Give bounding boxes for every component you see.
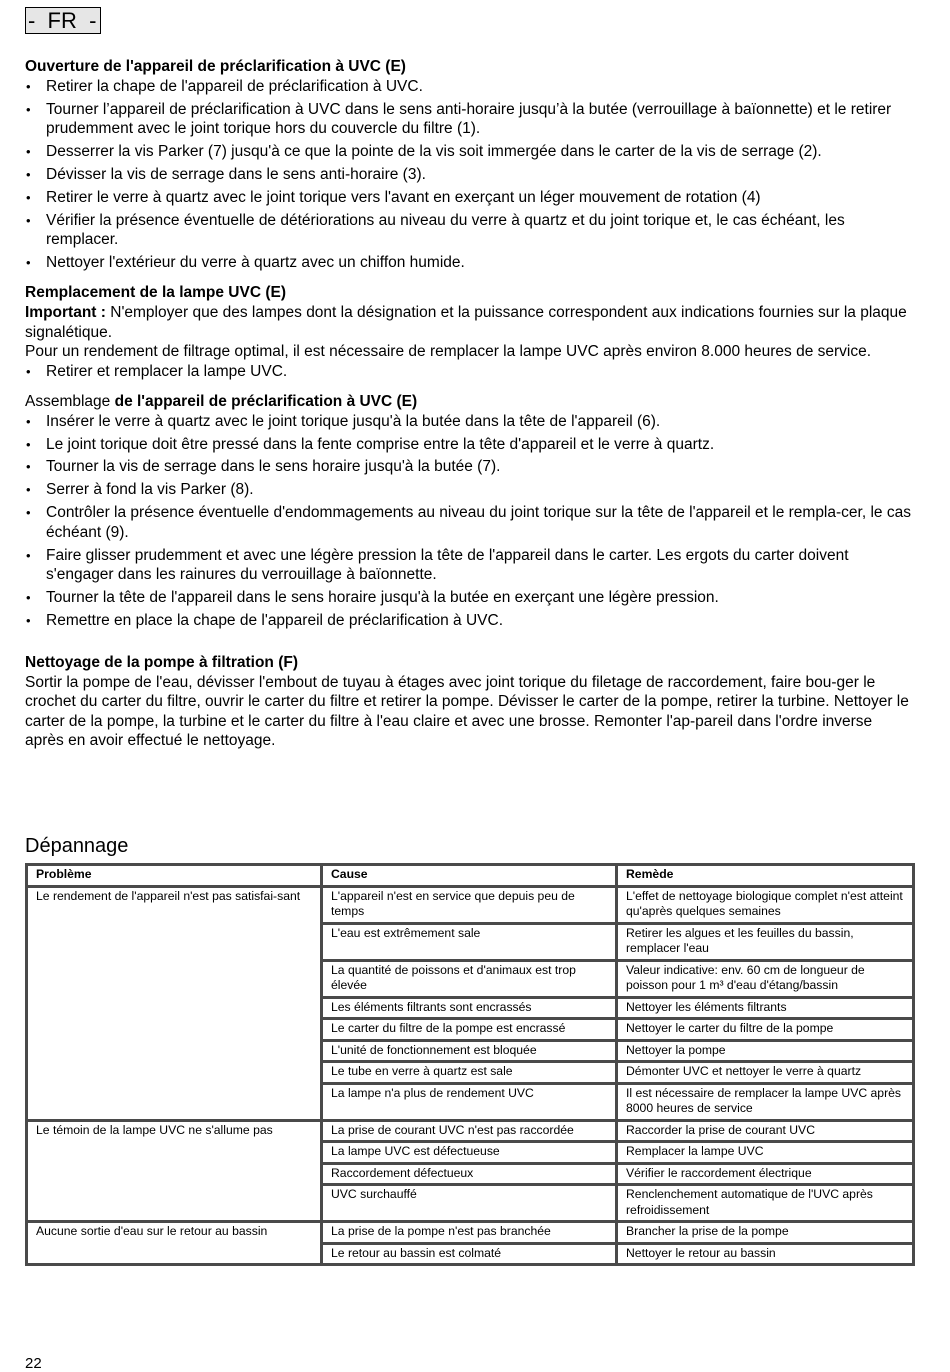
remedy-cell: Valeur indicative: env. 60 cm de longueur de poisson pour 1 m³ d'eau d'étang/bassin [617,960,914,997]
lamp-replacement-paragraph: Pour un rendement de filtrage optimal, il est nécessaire de remplacer la lampe UVC après environ 8.000 heures de service. [25,343,872,361]
cause-cell: Raccordement défectueux [322,1163,617,1185]
section-heading-assembly [25,392,915,412]
table-row [27,1120,914,1142]
list-item: • Tourner la vis de serrage dans le sens horaire jusqu'à la butée (7). [25,457,915,477]
cause-cell: La lampe n'a plus de rendement UVC [322,1083,617,1120]
list-item: • Faire glisser prudemment et avec une légère pression la tête de l'appareil dans le carter. Les ergots du carter doivent s'engager dans les rainures du verrouillage à baïonnette. [25,546,915,585]
troubleshooting-title: Dépannage [25,835,129,857]
remedy-cell: Il est nécessaire de remplacer la lampe UVC après 8000 heures de service [617,1083,914,1120]
cause-cell: Le retour au bassin est colmaté [322,1243,617,1265]
list-item: • Tourner la tête de l'appareil dans le sens horaire jusqu'à la butée en exerçant une légère pression. [25,588,915,608]
list-item: • Insérer le verre à quartz avec le joint torique jusqu'à la butée dans la tête de l'appareil (6). [25,412,915,432]
section-heading-opening: Ouverture de l'appareil de préclarification à UVC (E) [25,58,406,75]
lamp-steps-list [25,362,915,382]
remedy-cell: Nettoyer la pompe [617,1040,914,1062]
remedy-cell: L'effet de nettoyage biologique complet n'est atteint qu'après quelques semaines [617,886,914,923]
table-row [27,886,914,923]
list-item: • Retirer la chape de l'appareil de préclarification à UVC. [25,77,915,97]
list-item: • Vérifier la présence éventuelle de détériorations au niveau du verre à quartz et du joint torique et, le cas échéant, les remplacer. [25,211,915,250]
pump-cleaning-paragraph: Sortir la pompe de l'eau, dévisser l'embout de tuyau à étages avec joint torique du filetage de raccordement, faire bou-ger le crochet du carter du filtre, ouvrir le carter du filtre et retirer la pompe. Dévisser le carter de la pompe, retirer la turbine. Nettoyer le carter de la pompe, la turbine et le carter du filtre à l'eau claire et avec une brosse. Remonter l'ap-pareil dans l'ordre inverse après en avoir effectué le nettoyage. [25,673,909,750]
list-item: • Le joint torique doit être pressé dans la fente comprise entre la tête d'appareil et le verre à quartz. [25,435,915,455]
heading-normal-part: Assemblage [25,392,115,410]
important-note [25,303,915,342]
remedy-cell: Remplacer la lampe UVC [617,1142,914,1164]
cause-cell: La lampe UVC est défectueuse [322,1142,617,1164]
important-text: N'employer que des lampes dont la désignation et la puissance correspondent aux indications fournies sur la plaque signalétique. [25,304,907,341]
opening-steps-list [25,77,915,273]
remedy-cell: Retirer les algues et les feuilles du bassin, remplacer l'eau [617,923,914,960]
cause-cell: La prise de courant UVC n'est pas raccordée [322,1120,617,1142]
instructions-body [25,57,915,751]
column-header-remedy: Remède [617,865,914,887]
table-row [27,1222,914,1244]
list-item: • Nettoyer l'extérieur du verre à quartz avec un chiffon humide. [25,253,915,273]
remedy-cell: Nettoyer le retour au bassin [617,1243,914,1265]
list-item: • Contrôler la présence éventuelle d'endommagements au niveau du joint torique sur la tête de l'appareil et le rempla-cer, le cas échéant (9). [25,503,915,542]
list-item: • Retirer et remplacer la lampe UVC. [25,362,915,382]
section-heading-lamp-replacement: Remplacement de la lampe UVC (E) [25,284,286,302]
remedy-cell: Vérifier le raccordement électrique [617,1163,914,1185]
cause-cell: Les éléments filtrants sont encrassés [322,997,617,1019]
problem-cell: Le témoin de la lampe UVC ne s'allume pas [27,1120,322,1222]
list-item: • Serrer à fond la vis Parker (8). [25,480,915,500]
remedy-cell: Nettoyer le carter du filtre de la pompe [617,1019,914,1041]
cause-cell: UVC surchauffé [322,1185,617,1222]
cause-cell: L'appareil n'est en service que depuis peu de temps [322,886,617,923]
cause-cell: Le tube en verre à quartz est sale [322,1062,617,1084]
remedy-cell: Démonter UVC et nettoyer le verre à quartz [617,1062,914,1084]
cause-cell: Le carter du filtre de la pompe est encrassé [322,1019,617,1041]
language-tag: - FR - [25,7,101,34]
remedy-cell: Brancher la prise de la pompe [617,1222,914,1244]
column-header-cause: Cause [322,865,617,887]
list-item: • Retirer le verre à quartz avec le joint torique vers l'avant en exerçant un léger mouvement de rotation (4) [25,188,915,208]
list-item: • Desserrer la vis Parker (7) jusqu'à ce que la pointe de la vis soit immergée dans le carter de la vis de serrage (2). [25,142,915,162]
cause-cell: L'eau est extrêmement sale [322,923,617,960]
remedy-cell: Renclenchement automatique de l'UVC après refroidissement [617,1185,914,1222]
table-header-row [27,865,914,887]
assembly-steps-list [25,412,915,631]
list-item: • Tourner l’appareil de préclarification à UVC dans le sens anti-horaire jusqu’à la butée (verrouillage à baïonnette) et le retirer prudemment avec le joint torique hors du couvercle du filtre (1). [25,100,915,139]
page-number: 22 [25,1355,42,1372]
column-header-problem: Problème [27,865,322,887]
remedy-cell: Raccorder la prise de courant UVC [617,1120,914,1142]
troubleshooting-table [25,863,915,1266]
list-item: • Remettre en place la chape de l'appareil de préclarification à UVC. [25,611,915,631]
cause-cell: La quantité de poissons et d'animaux est trop élevée [322,960,617,997]
section-heading-pump-cleaning: Nettoyage de la pompe à filtration (F) [25,653,298,671]
important-label: Important : [25,304,106,322]
problem-cell: Aucune sortie d'eau sur le retour au bassin [27,1222,322,1265]
cause-cell: La prise de la pompe n'est pas branchée [322,1222,617,1244]
heading-bold-part: de l'appareil de préclarification à UVC (E) [114,392,418,410]
list-item: • Dévisser la vis de serrage dans le sens anti-horaire (3). [25,165,915,185]
cause-cell: L'unité de fonctionnement est bloquée [322,1040,617,1062]
problem-cell: Le rendement de l'appareil n'est pas satisfai-sant [27,886,322,1120]
remedy-cell: Nettoyer les éléments filtrants [617,997,914,1019]
